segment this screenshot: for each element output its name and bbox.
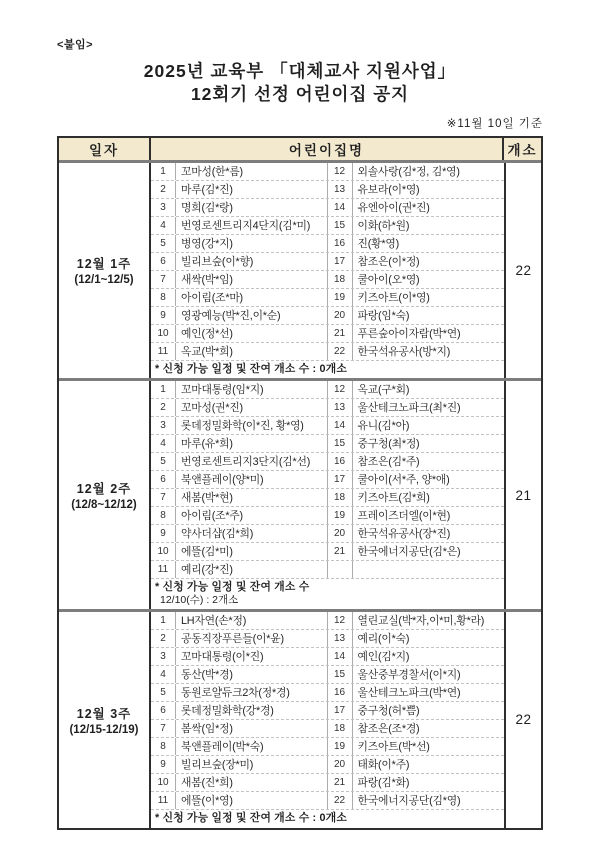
header-date: 일자: [59, 138, 151, 160]
table-row: [151, 253, 504, 271]
week-section-1: [59, 163, 541, 378]
week-date-range: (12/15-12/19): [69, 723, 139, 736]
table-row: [151, 289, 504, 307]
center-name: 한국에너지공단(김*영): [357, 795, 461, 808]
center-name: 프레이즈더엘(이*현): [357, 509, 451, 522]
row-number: 1: [151, 612, 176, 629]
section-footer: [151, 810, 504, 827]
center-name: 참조은(조*경): [357, 723, 420, 736]
centers-grid: [151, 612, 504, 810]
center-name: 옥교(구*회): [357, 383, 410, 396]
center-name: 공동직장푸른들(이*윤): [176, 630, 328, 647]
reference-date-note: ※11월 10일 기준: [446, 117, 543, 130]
section-footer: [151, 579, 504, 609]
row-number: 19: [328, 738, 353, 755]
table-row: [151, 453, 504, 471]
availability-note: * 신청 가능 일정 및 잔여 개소 수 : 0개소: [155, 812, 348, 825]
center-name: 열린교실(박*자,이*미,황*라): [357, 615, 485, 628]
center-name: 중구청(최*정): [357, 437, 420, 450]
row-number: 11: [151, 343, 176, 360]
center-name: 태화(이*주): [357, 759, 410, 772]
row-number: 21: [328, 325, 353, 342]
row-number: 6: [151, 471, 176, 488]
daycare-selection-table: [57, 136, 543, 830]
center-name: 파랑(김*화): [357, 777, 410, 790]
count-cell: 22: [504, 612, 541, 827]
week-label: 12월 3주: [76, 706, 132, 721]
center-name: 예리(이*숙): [357, 633, 410, 646]
row-number: 20: [328, 756, 353, 773]
center-name: 키즈아트(박*선): [357, 741, 430, 754]
table-row: [151, 325, 504, 343]
row-number: 7: [151, 271, 176, 288]
center-name: 에뜰(이*영): [176, 792, 328, 809]
center-name: 울산중부경찰서(이*지): [357, 669, 461, 682]
week-date-range: (12/1~12/5): [74, 274, 134, 287]
title-block: [57, 60, 543, 106]
center-name: 중구청(허*쁨): [357, 705, 420, 718]
table-row: [151, 507, 504, 525]
availability-note: * 신청 가능 일정 및 잔여 개소 수: [155, 580, 310, 593]
center-name: 예인(김*지): [357, 651, 410, 664]
table-row: [151, 630, 504, 648]
row-number: 4: [151, 435, 176, 452]
row-number: 12: [328, 612, 353, 629]
table-row: [151, 199, 504, 217]
count-cell: 21: [504, 381, 541, 609]
center-name: 울산테크노파크(박*연): [357, 687, 461, 700]
table-row: [151, 756, 504, 774]
row-number: 21: [328, 543, 353, 560]
week-label: 12월 1주: [76, 257, 132, 272]
row-number: 8: [151, 289, 176, 306]
center-name: 한국석유공사(장*진): [357, 527, 451, 540]
center-name: 꼬마대통령(임*지): [176, 381, 328, 398]
table-row: [151, 399, 504, 417]
row-number: 18: [328, 720, 353, 737]
page-title-line2: 12회기 선정 어린이집 공지: [190, 83, 410, 104]
center-name: 예인(정*선): [176, 325, 328, 342]
table-row: [151, 684, 504, 702]
row-number: 14: [328, 199, 353, 216]
centers-cell: [151, 612, 504, 827]
row-number: 17: [328, 702, 353, 719]
row-number: 21: [328, 774, 353, 791]
center-name: 진(황*영): [357, 237, 399, 250]
row-number: 22: [328, 792, 353, 809]
center-name: 꼬마성(한*름): [176, 163, 328, 180]
row-number: 22: [328, 343, 353, 360]
week-section-2: [59, 378, 541, 609]
table-row: [151, 343, 504, 361]
row-number: 11: [151, 792, 176, 809]
table-row: [151, 217, 504, 235]
row-number: 8: [151, 738, 176, 755]
row-number: 16: [328, 235, 353, 252]
center-name: 키즈아트(김*희): [357, 491, 430, 504]
row-number: 17: [328, 253, 353, 270]
center-name: 롯데정밀화학(이*진, 황*영): [176, 417, 328, 434]
center-name: 푸른숲아이자람(박*연): [357, 327, 461, 340]
centers-cell: [151, 163, 504, 378]
center-name: 유니(김*아): [357, 419, 410, 432]
table-row: [151, 435, 504, 453]
row-number: 10: [151, 774, 176, 791]
centers-grid: [151, 163, 504, 361]
center-name: [353, 561, 505, 578]
center-name: 동산(박*경): [176, 666, 328, 683]
table-row: [151, 235, 504, 253]
table-row: [151, 666, 504, 684]
row-number: 4: [151, 666, 176, 683]
center-name: 북앤플레이(양*미): [176, 471, 328, 488]
table-header-row: [59, 138, 541, 163]
row-number: 10: [151, 325, 176, 342]
row-number: 13: [328, 181, 353, 198]
date-cell: [59, 163, 151, 378]
row-number: 13: [328, 630, 353, 647]
center-name: 약사더샵(김*희): [176, 525, 328, 542]
table-row: [151, 489, 504, 507]
center-name: 마루(유*희): [176, 435, 328, 452]
count-cell: 22: [504, 163, 541, 378]
center-name: 쿨아이(오*영): [357, 273, 420, 286]
row-number: 11: [151, 561, 176, 578]
date-cell: [59, 381, 151, 609]
row-number: 5: [151, 684, 176, 701]
row-number: 14: [328, 417, 353, 434]
center-name: 옥교(박*희): [176, 343, 328, 360]
section-footer: [151, 361, 504, 378]
table-row: [151, 612, 504, 630]
row-number: 16: [328, 453, 353, 470]
table-row: [151, 702, 504, 720]
week-section-3: [59, 609, 541, 827]
row-number: 20: [328, 307, 353, 324]
row-number: 19: [328, 289, 353, 306]
center-name: 동원로얄듀크2차(정*경): [176, 684, 328, 701]
center-name: 유엔아이(권*진): [357, 201, 430, 214]
center-name: 참조은(이*정): [357, 255, 420, 268]
center-name: 한국석유공사(방*지): [357, 345, 451, 358]
table-row: [151, 792, 504, 810]
table-row: [151, 774, 504, 792]
center-name: 빌리브숲(장*미): [176, 756, 328, 773]
week-date-range: (12/8~12/12): [71, 499, 137, 512]
header-count: 개소: [507, 142, 538, 158]
center-name: 아이림(조*주): [176, 507, 328, 524]
center-name: 에뜰(김*미): [176, 543, 328, 560]
center-name: 빌리브숲(이*향): [176, 253, 328, 270]
table-row: [151, 738, 504, 756]
center-name: 병영(강*지): [176, 235, 328, 252]
table-row: [151, 525, 504, 543]
attachment-label: <붙임>: [57, 39, 94, 51]
row-number: 20: [328, 525, 353, 542]
center-name: 새싹(박*임): [176, 271, 328, 288]
row-number: 2: [151, 399, 176, 416]
table-row: [151, 181, 504, 199]
row-number: 2: [151, 630, 176, 647]
center-name: 마루(김*진): [176, 181, 328, 198]
row-number: 3: [151, 648, 176, 665]
row-number: 1: [151, 381, 176, 398]
center-name: 예리(강*진): [176, 561, 328, 578]
row-number: 4: [151, 217, 176, 234]
row-number: 6: [151, 253, 176, 270]
row-number: 5: [151, 453, 176, 470]
row-number: 5: [151, 235, 176, 252]
center-name: 아이림(조*마): [176, 289, 328, 306]
center-name: 울산테크노파크(최*진): [357, 401, 461, 414]
center-name: 유보라(이*영): [357, 183, 420, 196]
row-number: 12: [328, 163, 353, 180]
row-number: 16: [328, 684, 353, 701]
row-number: 18: [328, 489, 353, 506]
center-name: 명희(김*랑): [176, 199, 328, 216]
row-number: 18: [328, 271, 353, 288]
table-row: [151, 271, 504, 289]
table-row: [151, 163, 504, 181]
row-number: 1: [151, 163, 176, 180]
page-title-line1: 2025년 교육부 「대체교사 지원사업」: [143, 61, 457, 81]
center-name: 새봄(박*현): [176, 489, 328, 506]
center-name: 꼬마성(권*진): [176, 399, 328, 416]
row-number: 13: [328, 399, 353, 416]
row-number: 12: [328, 381, 353, 398]
availability-detail: 12/10(수) : 2개소: [160, 594, 239, 607]
center-name: 외솔사랑(김*정, 김*영): [357, 165, 460, 178]
centers-grid: [151, 381, 504, 579]
center-name: 번영로센트리지3단지(김*선): [176, 453, 328, 470]
center-name: 영광예능(박*진,이*순): [176, 307, 328, 324]
table-row: [151, 471, 504, 489]
table-row: [151, 307, 504, 325]
row-number: 7: [151, 720, 176, 737]
row-number: 9: [151, 756, 176, 773]
row-number: 14: [328, 648, 353, 665]
date-cell: [59, 612, 151, 827]
center-name: 쿨아이(서*주, 양*애): [357, 473, 450, 486]
row-number: 6: [151, 702, 176, 719]
center-name: 번영로센트리지4단지(김*미): [176, 217, 328, 234]
center-name: LH자연(손*정): [176, 612, 328, 629]
center-name: 키즈아트(이*영): [357, 291, 430, 304]
row-number: 19: [328, 507, 353, 524]
center-name: 이화(하*원): [357, 219, 410, 232]
row-number: 7: [151, 489, 176, 506]
row-number: 17: [328, 471, 353, 488]
row-number: 10: [151, 543, 176, 560]
table-row: [151, 543, 504, 561]
center-name: 북앤플레이(박*숙): [176, 738, 328, 755]
row-number: 15: [328, 435, 353, 452]
table-row: [151, 561, 504, 579]
row-number: 3: [151, 417, 176, 434]
table-row: [151, 720, 504, 738]
center-name: 봄싹(임*정): [176, 720, 328, 737]
centers-cell: [151, 381, 504, 609]
center-name: 꼬마대통령(이*진): [176, 648, 328, 665]
center-name: 새봄(진*희): [176, 774, 328, 791]
center-name: 파랑(임*숙): [357, 309, 410, 322]
row-number: 9: [151, 525, 176, 542]
row-number: [328, 561, 353, 578]
table-row: [151, 417, 504, 435]
row-number: 9: [151, 307, 176, 324]
center-name: 롯데정밀화학(강*경): [176, 702, 328, 719]
header-name: 어린이집명: [151, 138, 504, 160]
table-row: [151, 648, 504, 666]
table-row: [151, 381, 504, 399]
row-number: 15: [328, 666, 353, 683]
center-name: 참조은(김*주): [357, 455, 420, 468]
row-number: 2: [151, 181, 176, 198]
availability-note: * 신청 가능 일정 및 잔여 개소 수 : 0개소: [155, 362, 348, 375]
row-number: 15: [328, 217, 353, 234]
row-number: 3: [151, 199, 176, 216]
center-name: 한국에너지공단(김*은): [357, 545, 461, 558]
row-number: 8: [151, 507, 176, 524]
week-label: 12월 2주: [76, 482, 132, 497]
